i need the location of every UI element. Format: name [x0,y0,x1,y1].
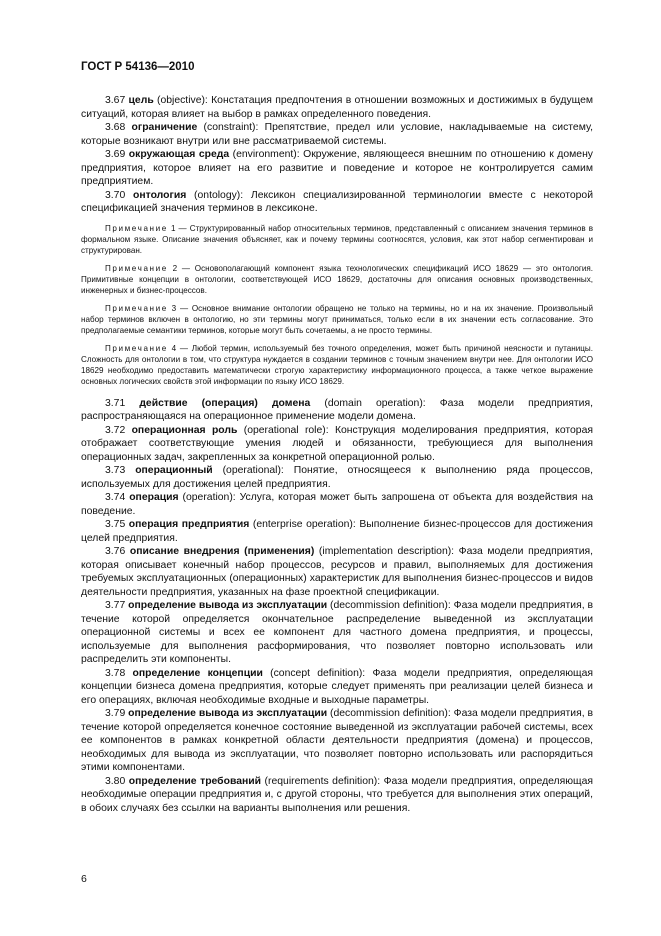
definition-3-70: 3.70 онтология (ontology): Лексикон специализированной терминологии вместе с некоторой спецификацией значения терминов в лексиконе. [81,189,593,214]
term: ограничение [131,122,198,133]
document-body [81,94,593,815]
term: определение требований [128,775,262,787]
definition-3-73: 3.73 операционный (operational): Понятие, относящееся к выполнению ряда процессов, используемых для достижения целей предприятия. [81,465,594,490]
term: описание внедрения (применения) [129,546,315,557]
note-2: Примечание 2 — Основополагающий компонент языка технологических спецификаций ИСО 18629 — это онтология. Примитивные концепции в онтологии, соответствующей ИСО 18629, достаточны для описания основных производственных, инженерных и бизнес-процессов. [81,263,593,295]
definition-3-72: 3.72 операционная роль (operational role): Конструкция моделирования предприятия, которая отображает соответствующие умения людей и обязанности, требующиеся для выполнения операционных задач, закрепленных за конкретной операционной ролью. [81,424,593,463]
term: онтология [133,189,187,201]
term: определение вывода из эксплуатации [128,708,328,719]
definition-3-75: 3.75 операция предприятия (enterprise operation): Выполнение бизнес-процессов для достижения целей предприятия. [81,519,593,544]
document-header: ГОСТ Р 54136—2010 [81,61,195,73]
note-3: Примечание 3 — Основное внимание онтологии обращено не только на термины, но и на их значение. Произвольный набор терминов включен в онтологию, но эти термины могут приниматься, только если в их значении есть согласование. Это предполагаемые семантики терминов, которые могут быть сочетаемы, а не просто термины. [81,303,593,335]
definition-3-71: 3.71 действие (операция) домена (domain operation): Фаза модели предприятия, распространяющаяся на операционное применение модели домена. [81,397,594,422]
definition-3-80: 3.80 определение требований (requirements definition): Фаза модели предприятия, определяющая необходимые операции предприятия и, с другой стороны, что требуется для выполнения этих операций, в обоих случаях без ссылки на варианты выполнения или решения. [81,775,593,814]
definition-3-76: 3.76 описание внедрения (применения) (implementation description): Фаза модели предприятия, которая описывает конечный набор процессов, ресурсов и правил, выполняемых для достижения требуемых эксплуатационных (операционных) характеристик для выполнения бизнес-процессов и видов деятельности предприятия, указанных на фазе проектной спецификации. [81,546,594,598]
definition-3-74: 3.74 операция (operation): Услуга, которая может быть запрошена от объекта для воздействия на поведение. [81,492,594,517]
definition-3-69: 3.69 окружающая среда (environment): Окружение, являющееся внешним по отношению к домену предприятия, которое влияет на его развитие и поведение и которое не контролируется самим предприятием. [81,149,594,187]
note-1: Примечание 1 — Структурированный набор относительных терминов, представленный с описанием значения терминов в формальном языке. Описание значения объясняет, как и почему термины соотносятся, условия, как этот набор сегментирован и структурирован. [81,223,594,255]
term: окружающая среда [128,149,230,160]
term: определение вывода из эксплуатации [128,600,328,611]
definition-3-78: 3.78 определение концепции (concept definition): Фаза модели предприятия, определяющая концепции бизнеса домена предприятия, которые следует применять при реализации целей бизнеса и его операциях, включая необходимые входные и выходные параметры. [81,667,593,706]
definition-3-67: 3.67 цель (objective): Констатация предпочтения в отношении возможных и достижимых в будущем ситуаций, которая влияет на выбор в рамках определенного поведения. [81,95,593,120]
term: операционная роль [131,424,238,436]
term: действие (операция) домена [139,397,311,409]
note-4: Примечание 4 — Любой термин, используемый без точного определения, может быть причиной неясности и путаницы. Сложность для онтологии в том, что структура нуждается в создании терминов с точным значением внутри нее. Для онтологии ИСО 18629 необходимо предоставить математически строгую характеристику информационного процесса, а также четкое выражение основных логических свойств этой информации по языку ИСО 18629. [81,343,593,386]
term: операционный [135,465,213,476]
page-number: 6 [81,873,87,885]
definition-3-68: 3.68 ограничение (constraint): Препятствие, предел или условие, накладываемые на систему, которые возникают внутри или вне рассматриваемой системы. [81,122,594,147]
definition-3-77: 3.77 определение вывода из эксплуатации (decommission definition): Фаза модели предприятия, в течение которой определяется окончательное распределение выведенной из эксплуатации операционной системы и всех ее компонент для частного домена предприятия, и процессы, используемые для выполнения расформирования, что позволяет повторно использовать или распределить эти компоненты. [81,600,594,665]
term: операция [129,492,179,503]
term: операция предприятия [128,519,250,530]
term: цель [128,95,154,106]
term: определение концепции [132,667,263,679]
definition-3-79: 3.79 определение вывода из эксплуатации (decommission definition): Фаза модели предприятия, в течение которой определяется конечное состояние выведенной из эксплуатации рабочей системы, всех ее компонентов в рамках конкретной области деятельности предприятия (домена) и процессов, необходимых для вывода из эксплуатации, что позволяет повторно использовать или распорядиться этими компонентами. [81,708,594,773]
